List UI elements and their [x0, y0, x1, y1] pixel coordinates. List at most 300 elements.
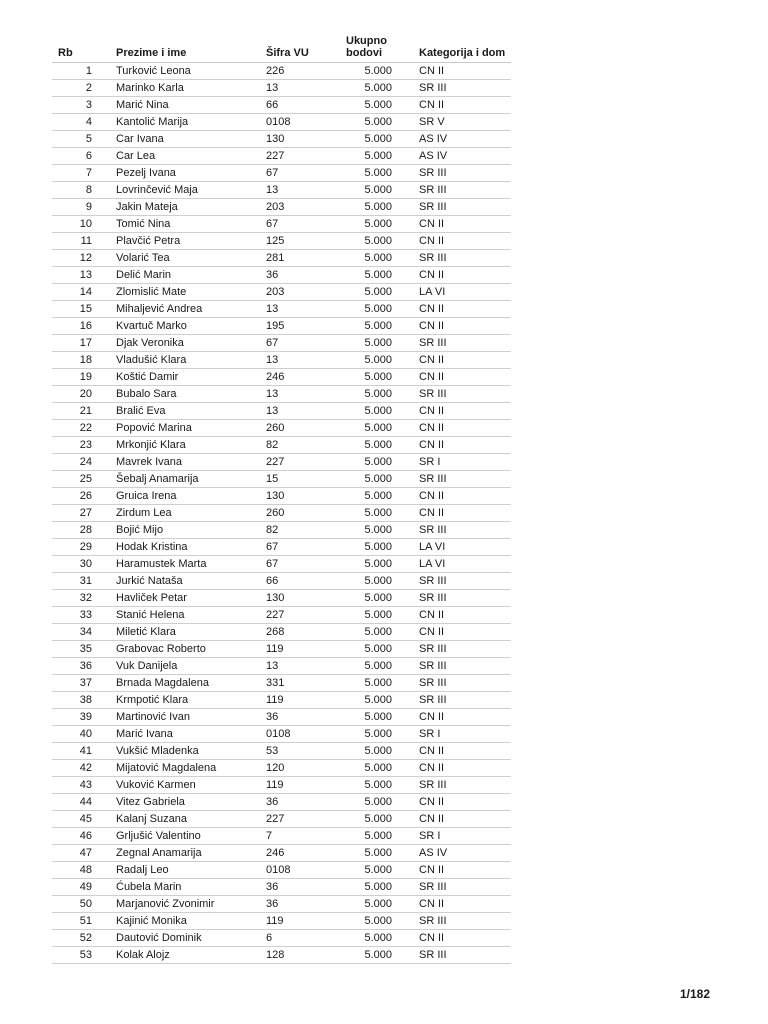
- cell-code: 119: [266, 692, 346, 709]
- cell-name: Vuković Karmen: [116, 777, 266, 794]
- table-row: [52, 879, 511, 896]
- cell-code: 82: [266, 522, 346, 539]
- cell-category: CN II: [419, 811, 511, 828]
- cell-points: 5.000: [346, 692, 419, 709]
- cell-rb: 45: [52, 811, 116, 828]
- cell-name: Miletić Klara: [116, 624, 266, 641]
- cell-code: 0108: [266, 114, 346, 131]
- cell-code: 13: [266, 182, 346, 199]
- cell-rb: 28: [52, 522, 116, 539]
- cell-name: Jakin Mateja: [116, 199, 266, 216]
- cell-code: 53: [266, 743, 346, 760]
- cell-code: 67: [266, 556, 346, 573]
- cell-category: CN II: [419, 743, 511, 760]
- cell-rb: 20: [52, 386, 116, 403]
- cell-code: 67: [266, 539, 346, 556]
- cell-category: CN II: [419, 505, 511, 522]
- cell-category: SR III: [419, 573, 511, 590]
- cell-category: CN II: [419, 318, 511, 335]
- cell-category: SR III: [419, 879, 511, 896]
- table-row: [52, 454, 511, 471]
- cell-rb: 12: [52, 250, 116, 267]
- cell-code: 227: [266, 607, 346, 624]
- cell-category: SR V: [419, 114, 511, 131]
- cell-code: 226: [266, 63, 346, 80]
- cell-category: AS IV: [419, 131, 511, 148]
- cell-category: AS IV: [419, 148, 511, 165]
- cell-points: 5.000: [346, 811, 419, 828]
- cell-code: 67: [266, 216, 346, 233]
- cell-rb: 49: [52, 879, 116, 896]
- table-row: [52, 607, 511, 624]
- cell-rb: 4: [52, 114, 116, 131]
- cell-points: 5.000: [346, 930, 419, 947]
- table-row: [52, 131, 511, 148]
- cell-rb: 37: [52, 675, 116, 692]
- cell-code: 130: [266, 488, 346, 505]
- cell-name: Kolak Alojz: [116, 947, 266, 964]
- cell-points: 5.000: [346, 641, 419, 658]
- cell-name: Car Ivana: [116, 131, 266, 148]
- table-row: [52, 352, 511, 369]
- cell-category: AS IV: [419, 845, 511, 862]
- table-row: [52, 199, 511, 216]
- cell-rb: 19: [52, 369, 116, 386]
- cell-rb: 36: [52, 658, 116, 675]
- cell-code: 246: [266, 369, 346, 386]
- table-row: [52, 97, 511, 114]
- cell-name: Gruica Irena: [116, 488, 266, 505]
- table-row: [52, 590, 511, 607]
- cell-name: Turković Leona: [116, 63, 266, 80]
- cell-category: SR III: [419, 165, 511, 182]
- cell-category: CN II: [419, 760, 511, 777]
- cell-rb: 18: [52, 352, 116, 369]
- table-row: [52, 369, 511, 386]
- cell-name: Mrkonjić Klara: [116, 437, 266, 454]
- table-row: [52, 471, 511, 488]
- cell-category: SR III: [419, 947, 511, 964]
- cell-rb: 30: [52, 556, 116, 573]
- table-row: [52, 709, 511, 726]
- table-body: [52, 63, 511, 964]
- cell-code: 13: [266, 658, 346, 675]
- cell-name: Bralić Eva: [116, 403, 266, 420]
- cell-points: 5.000: [346, 947, 419, 964]
- cell-rb: 14: [52, 284, 116, 301]
- cell-rb: 17: [52, 335, 116, 352]
- cell-code: 13: [266, 80, 346, 97]
- cell-rb: 50: [52, 896, 116, 913]
- cell-category: CN II: [419, 216, 511, 233]
- cell-name: Krmpotić Klara: [116, 692, 266, 709]
- table-row: [52, 692, 511, 709]
- cell-code: 227: [266, 148, 346, 165]
- cell-code: 125: [266, 233, 346, 250]
- cell-category: CN II: [419, 420, 511, 437]
- cell-category: SR III: [419, 675, 511, 692]
- cell-category: SR III: [419, 658, 511, 675]
- cell-points: 5.000: [346, 131, 419, 148]
- cell-code: 128: [266, 947, 346, 964]
- cell-name: Vitez Gabriela: [116, 794, 266, 811]
- cell-category: SR III: [419, 913, 511, 930]
- cell-code: 13: [266, 352, 346, 369]
- cell-points: 5.000: [346, 318, 419, 335]
- cell-code: 0108: [266, 726, 346, 743]
- table-row: [52, 930, 511, 947]
- cell-rb: 35: [52, 641, 116, 658]
- cell-rb: 31: [52, 573, 116, 590]
- cell-code: 13: [266, 403, 346, 420]
- cell-rb: 43: [52, 777, 116, 794]
- cell-code: 36: [266, 267, 346, 284]
- cell-category: LA VI: [419, 556, 511, 573]
- header-row: [52, 34, 511, 63]
- table-row: [52, 862, 511, 879]
- cell-category: CN II: [419, 607, 511, 624]
- table-row: [52, 301, 511, 318]
- cell-category: SR III: [419, 250, 511, 267]
- cell-points: 5.000: [346, 726, 419, 743]
- cell-code: 203: [266, 199, 346, 216]
- table-row: [52, 726, 511, 743]
- table-row: [52, 828, 511, 845]
- cell-rb: 13: [52, 267, 116, 284]
- table-row: [52, 947, 511, 964]
- cell-code: 227: [266, 454, 346, 471]
- cell-rb: 1: [52, 63, 116, 80]
- cell-rb: 38: [52, 692, 116, 709]
- cell-rb: 29: [52, 539, 116, 556]
- cell-name: Pezelj Ivana: [116, 165, 266, 182]
- cell-name: Delić Marin: [116, 267, 266, 284]
- cell-rb: 41: [52, 743, 116, 760]
- cell-rb: 8: [52, 182, 116, 199]
- cell-points: 5.000: [346, 216, 419, 233]
- cell-name: Plavčić Petra: [116, 233, 266, 250]
- table-row: [52, 437, 511, 454]
- cell-code: 268: [266, 624, 346, 641]
- cell-category: CN II: [419, 369, 511, 386]
- cell-name: Kvartuč Marko: [116, 318, 266, 335]
- cell-points: 5.000: [346, 352, 419, 369]
- cell-category: CN II: [419, 896, 511, 913]
- cell-points: 5.000: [346, 913, 419, 930]
- table-row: [52, 539, 511, 556]
- cell-name: Bojić Mijo: [116, 522, 266, 539]
- cell-points: 5.000: [346, 539, 419, 556]
- cell-name: Marinko Karla: [116, 80, 266, 97]
- column-header-points: Ukupno bodovi: [346, 34, 419, 63]
- table-row: [52, 777, 511, 794]
- cell-code: 66: [266, 97, 346, 114]
- cell-code: 195: [266, 318, 346, 335]
- cell-name: Marić Ivana: [116, 726, 266, 743]
- cell-points: 5.000: [346, 199, 419, 216]
- cell-category: SR I: [419, 454, 511, 471]
- cell-name: Mavrek Ivana: [116, 454, 266, 471]
- cell-code: 120: [266, 760, 346, 777]
- table-row: [52, 182, 511, 199]
- column-header-rb: Rb: [52, 34, 116, 63]
- cell-name: Bubalo Sara: [116, 386, 266, 403]
- cell-code: 67: [266, 165, 346, 182]
- table-row: [52, 114, 511, 131]
- cell-points: 5.000: [346, 63, 419, 80]
- cell-code: 15: [266, 471, 346, 488]
- cell-rb: 9: [52, 199, 116, 216]
- cell-rb: 21: [52, 403, 116, 420]
- cell-code: 13: [266, 301, 346, 318]
- cell-name: Volarić Tea: [116, 250, 266, 267]
- cell-points: 5.000: [346, 845, 419, 862]
- cell-points: 5.000: [346, 658, 419, 675]
- cell-category: SR III: [419, 641, 511, 658]
- cell-points: 5.000: [346, 114, 419, 131]
- cell-rb: 44: [52, 794, 116, 811]
- table-row: [52, 658, 511, 675]
- table-row: [52, 318, 511, 335]
- cell-code: 36: [266, 896, 346, 913]
- cell-name: Jurkić Nataša: [116, 573, 266, 590]
- cell-points: 5.000: [346, 454, 419, 471]
- cell-category: CN II: [419, 794, 511, 811]
- table-row: [52, 233, 511, 250]
- table-row: [52, 896, 511, 913]
- cell-rb: 26: [52, 488, 116, 505]
- cell-name: Ćubela Marin: [116, 879, 266, 896]
- cell-category: CN II: [419, 97, 511, 114]
- cell-category: SR I: [419, 828, 511, 845]
- cell-category: CN II: [419, 862, 511, 879]
- cell-points: 5.000: [346, 488, 419, 505]
- cell-rb: 39: [52, 709, 116, 726]
- column-header-category: Kategorija i dom: [419, 34, 511, 63]
- cell-code: 260: [266, 420, 346, 437]
- cell-points: 5.000: [346, 335, 419, 352]
- cell-points: 5.000: [346, 301, 419, 318]
- cell-code: 36: [266, 794, 346, 811]
- cell-points: 5.000: [346, 284, 419, 301]
- cell-code: 119: [266, 913, 346, 930]
- cell-points: 5.000: [346, 437, 419, 454]
- table-row: [52, 641, 511, 658]
- cell-rb: 22: [52, 420, 116, 437]
- cell-points: 5.000: [346, 386, 419, 403]
- cell-name: Djak Veronika: [116, 335, 266, 352]
- table-row: [52, 267, 511, 284]
- cell-rb: 52: [52, 930, 116, 947]
- cell-name: Marjanović Zvonimir: [116, 896, 266, 913]
- cell-points: 5.000: [346, 760, 419, 777]
- cell-code: 7: [266, 828, 346, 845]
- cell-points: 5.000: [346, 97, 419, 114]
- cell-points: 5.000: [346, 590, 419, 607]
- table-row: [52, 794, 511, 811]
- cell-rb: 7: [52, 165, 116, 182]
- table-row: [52, 760, 511, 777]
- cell-rb: 51: [52, 913, 116, 930]
- cell-points: 5.000: [346, 624, 419, 641]
- table-row: [52, 913, 511, 930]
- table-row: [52, 63, 511, 80]
- cell-category: SR III: [419, 80, 511, 97]
- cell-rb: 3: [52, 97, 116, 114]
- cell-points: 5.000: [346, 879, 419, 896]
- table-row: [52, 284, 511, 301]
- cell-name: Radalj Leo: [116, 862, 266, 879]
- cell-code: 130: [266, 590, 346, 607]
- cell-points: 5.000: [346, 896, 419, 913]
- column-header-name: Prezime i ime: [116, 34, 266, 63]
- cell-points: 5.000: [346, 267, 419, 284]
- cell-rb: 48: [52, 862, 116, 879]
- cell-rb: 2: [52, 80, 116, 97]
- results-table: [52, 34, 511, 964]
- cell-rb: 53: [52, 947, 116, 964]
- cell-rb: 47: [52, 845, 116, 862]
- column-header-code: Šifra VU: [266, 34, 346, 63]
- table-row: [52, 488, 511, 505]
- cell-name: Zlomislić Mate: [116, 284, 266, 301]
- cell-category: SR III: [419, 590, 511, 607]
- cell-code: 203: [266, 284, 346, 301]
- table-row: [52, 505, 511, 522]
- cell-name: Grljušić Valentino: [116, 828, 266, 845]
- cell-category: SR III: [419, 777, 511, 794]
- table-row: [52, 165, 511, 182]
- cell-category: SR III: [419, 182, 511, 199]
- cell-points: 5.000: [346, 165, 419, 182]
- cell-name: Stanić Helena: [116, 607, 266, 624]
- cell-name: Popović Marina: [116, 420, 266, 437]
- cell-code: 13: [266, 386, 346, 403]
- cell-code: 0108: [266, 862, 346, 879]
- cell-name: Tomić Nina: [116, 216, 266, 233]
- cell-name: Vuk Danijela: [116, 658, 266, 675]
- cell-name: Vukšić Mladenka: [116, 743, 266, 760]
- table-row: [52, 216, 511, 233]
- cell-points: 5.000: [346, 675, 419, 692]
- cell-code: 67: [266, 335, 346, 352]
- cell-name: Car Lea: [116, 148, 266, 165]
- table-row: [52, 624, 511, 641]
- cell-points: 5.000: [346, 369, 419, 386]
- cell-name: Mihaljević Andrea: [116, 301, 266, 318]
- cell-category: CN II: [419, 233, 511, 250]
- page-number: 1/182: [679, 987, 710, 1001]
- cell-code: 260: [266, 505, 346, 522]
- cell-rb: 23: [52, 437, 116, 454]
- cell-code: 119: [266, 777, 346, 794]
- cell-category: CN II: [419, 352, 511, 369]
- cell-points: 5.000: [346, 573, 419, 590]
- table-row: [52, 743, 511, 760]
- cell-category: CN II: [419, 267, 511, 284]
- table-header: [52, 34, 511, 63]
- table-row: [52, 80, 511, 97]
- cell-rb: 33: [52, 607, 116, 624]
- cell-rb: 32: [52, 590, 116, 607]
- cell-name: Brnada Magdalena: [116, 675, 266, 692]
- cell-category: SR III: [419, 692, 511, 709]
- cell-code: 119: [266, 641, 346, 658]
- cell-name: Zirdum Lea: [116, 505, 266, 522]
- cell-rb: 40: [52, 726, 116, 743]
- cell-code: 246: [266, 845, 346, 862]
- cell-points: 5.000: [346, 148, 419, 165]
- cell-rb: 16: [52, 318, 116, 335]
- cell-rb: 42: [52, 760, 116, 777]
- cell-points: 5.000: [346, 794, 419, 811]
- table-row: [52, 845, 511, 862]
- cell-points: 5.000: [346, 777, 419, 794]
- cell-category: CN II: [419, 437, 511, 454]
- cell-name: Šebalj Anamarija: [116, 471, 266, 488]
- cell-code: 36: [266, 709, 346, 726]
- cell-code: 281: [266, 250, 346, 267]
- table-row: [52, 386, 511, 403]
- cell-category: SR I: [419, 726, 511, 743]
- cell-code: 6: [266, 930, 346, 947]
- table-row: [52, 335, 511, 352]
- cell-rb: 34: [52, 624, 116, 641]
- cell-category: CN II: [419, 709, 511, 726]
- cell-rb: 46: [52, 828, 116, 845]
- cell-category: SR III: [419, 471, 511, 488]
- cell-name: Havliček Petar: [116, 590, 266, 607]
- cell-category: CN II: [419, 624, 511, 641]
- cell-points: 5.000: [346, 505, 419, 522]
- cell-points: 5.000: [346, 522, 419, 539]
- cell-name: Marić Nina: [116, 97, 266, 114]
- table-row: [52, 522, 511, 539]
- cell-points: 5.000: [346, 743, 419, 760]
- cell-category: SR III: [419, 199, 511, 216]
- cell-category: CN II: [419, 488, 511, 505]
- cell-points: 5.000: [346, 556, 419, 573]
- cell-points: 5.000: [346, 182, 419, 199]
- cell-name: Lovrinčević Maja: [116, 182, 266, 199]
- cell-code: 36: [266, 879, 346, 896]
- table-row: [52, 403, 511, 420]
- cell-name: Vladušić Klara: [116, 352, 266, 369]
- cell-points: 5.000: [346, 403, 419, 420]
- table-row: [52, 573, 511, 590]
- cell-category: SR III: [419, 522, 511, 539]
- cell-name: Martinović Ivan: [116, 709, 266, 726]
- cell-rb: 10: [52, 216, 116, 233]
- cell-points: 5.000: [346, 250, 419, 267]
- cell-name: Kajinić Monika: [116, 913, 266, 930]
- table-row: [52, 675, 511, 692]
- table-row: [52, 811, 511, 828]
- cell-category: LA VI: [419, 539, 511, 556]
- cell-code: 82: [266, 437, 346, 454]
- cell-rb: 6: [52, 148, 116, 165]
- cell-code: 227: [266, 811, 346, 828]
- table-row: [52, 420, 511, 437]
- cell-name: Kantolić Marija: [116, 114, 266, 131]
- table-row: [52, 148, 511, 165]
- table-row: [52, 556, 511, 573]
- cell-rb: 24: [52, 454, 116, 471]
- cell-category: SR III: [419, 335, 511, 352]
- cell-rb: 27: [52, 505, 116, 522]
- cell-name: Zegnal Anamarija: [116, 845, 266, 862]
- cell-rb: 25: [52, 471, 116, 488]
